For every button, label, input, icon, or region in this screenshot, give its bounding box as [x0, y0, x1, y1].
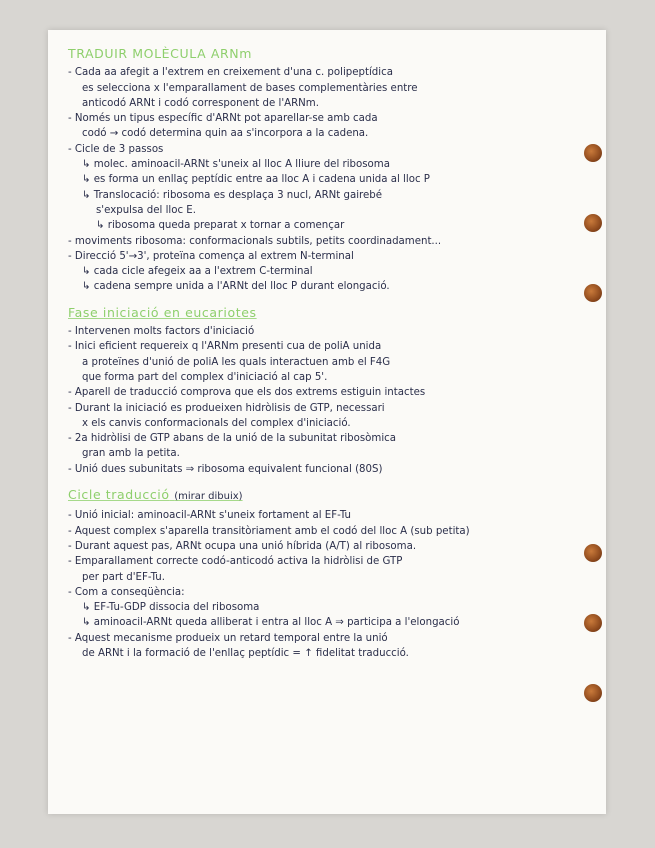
note-line: ↳ aminoacil-ARNt queda alliberat i entra al lloc A ⇒ participa a l'elongació — [82, 617, 460, 629]
note-line: - Com a conseqüència: — [68, 586, 185, 598]
note-line: - 2a hidròlisi de GTP abans de la unió de la subunitat ribosòmica — [68, 433, 397, 445]
note-line: - Direcció 5'→3', proteïna comença al extrem N-terminal — [68, 250, 354, 262]
binder-hole-icon — [584, 614, 602, 632]
binder-hole-icon — [584, 144, 602, 162]
note-line: - Unió dues subunitats ⇒ ribosoma equivalent funcional (80S) — [68, 463, 383, 475]
note-line: - Inici eficient requereix q l'ARNm presenti cua de poliA unida — [68, 341, 382, 353]
note-line: codó → codó determina quin aa s'incorpora a la cadena. — [82, 128, 369, 140]
note-line: s'expulsa del lloc E. — [96, 204, 196, 216]
note-line: anticodó ARNt i codó corresponent de l'ARNm. — [82, 97, 319, 109]
binder-holes — [582, 30, 608, 814]
note-line: a proteïnes d'unió de poliA les quals interactuen amb el F4G — [82, 356, 391, 368]
binder-hole-icon — [584, 284, 602, 302]
note-line: - Unió inicial: aminoacil-ARNt s'uneix fortament al EF-Tu — [68, 510, 351, 522]
note-line: es selecciona x l'emparallament de bases complementàries entre — [82, 82, 418, 94]
note-line: de ARNt i la formació de l'enllaç peptídic = ↑ fidelitat traducció. — [82, 647, 409, 659]
section-gap — [68, 295, 578, 303]
notes-content — [68, 44, 578, 804]
note-line: - Aquest mecanisme produeix un retard temporal entre la unió — [68, 632, 388, 644]
note-line: - Aquest complex s'aparella transitòriament amb el codó del lloc A (sub petita) — [68, 525, 470, 537]
note-line: ↳ Translocació: ribosoma es desplaça 3 nucl, ARNt gairebé — [82, 189, 383, 201]
binder-hole-icon — [584, 544, 602, 562]
section-heading-text: TRADUIR MOLÈCULA ARNm — [68, 46, 252, 61]
note-line: ↳ cada cicle afegeix aa a l'extrem C-terminal — [82, 266, 313, 278]
note-line: - Cada aa afegit a l'extrem en creixement d'una c. polipeptídica — [68, 67, 393, 79]
note-line: - Només un tipus específic d'ARNt pot aparellar-se amb cada — [68, 113, 378, 125]
note-line: x els canvis conformacionals del complex d'iniciació. — [82, 417, 351, 429]
note-line: que forma part del complex d'iniciació al cap 5'. — [82, 371, 328, 383]
note-line: gran amb la petita. — [82, 448, 180, 460]
notebook-page — [48, 30, 606, 814]
note-line: ↳ ribosoma queda preparat x tornar a començar — [96, 220, 345, 232]
binder-hole-icon — [584, 214, 602, 232]
note-line: - Intervenen molts factors d'iniciació — [68, 326, 255, 338]
section-heading-note: (mirar dibuix) — [174, 491, 243, 503]
section-heading — [68, 46, 578, 61]
binder-hole-icon — [584, 684, 602, 702]
section-heading-text: Fase iniciació en eucariotes — [68, 304, 257, 320]
note-line: ↳ es forma un enllaç peptídic entre aa lloc A i cadena unida al lloc P — [82, 174, 430, 186]
note-line: - Aparell de traducció comprova que els dos extrems estiguin intactes — [68, 387, 426, 399]
note-line: ↳ EF-Tu-GDP dissocia del ribosoma — [82, 602, 260, 614]
note-line: - Emparallament correcte codó-anticodó activa la hidròlisi de GTP — [68, 556, 403, 568]
section-heading-text: Cicle traducció — [68, 487, 170, 503]
note-line: ↳ molec. aminoacil-ARNt s'uneix al lloc A lliure del ribosoma — [82, 159, 390, 171]
note-line: - Cicle de 3 passos — [68, 143, 164, 155]
note-line: per part d'EF-Tu. — [82, 571, 165, 583]
section-gap — [68, 477, 578, 485]
note-line: - Durant aquest pas, ARNt ocupa una unió híbrida (A/T) al ribosoma. — [68, 540, 417, 552]
section-heading — [68, 305, 578, 320]
section-heading — [68, 487, 578, 504]
note-line: - moviments ribosoma: conformacionals subtils, petits coordinadament... — [68, 235, 442, 247]
note-line: - Durant la iniciació es produeixen hidròlisis de GTP, necessari — [68, 402, 385, 414]
note-line: ↳ cadena sempre unida a l'ARNt del lloc P durant elongació. — [82, 281, 390, 293]
